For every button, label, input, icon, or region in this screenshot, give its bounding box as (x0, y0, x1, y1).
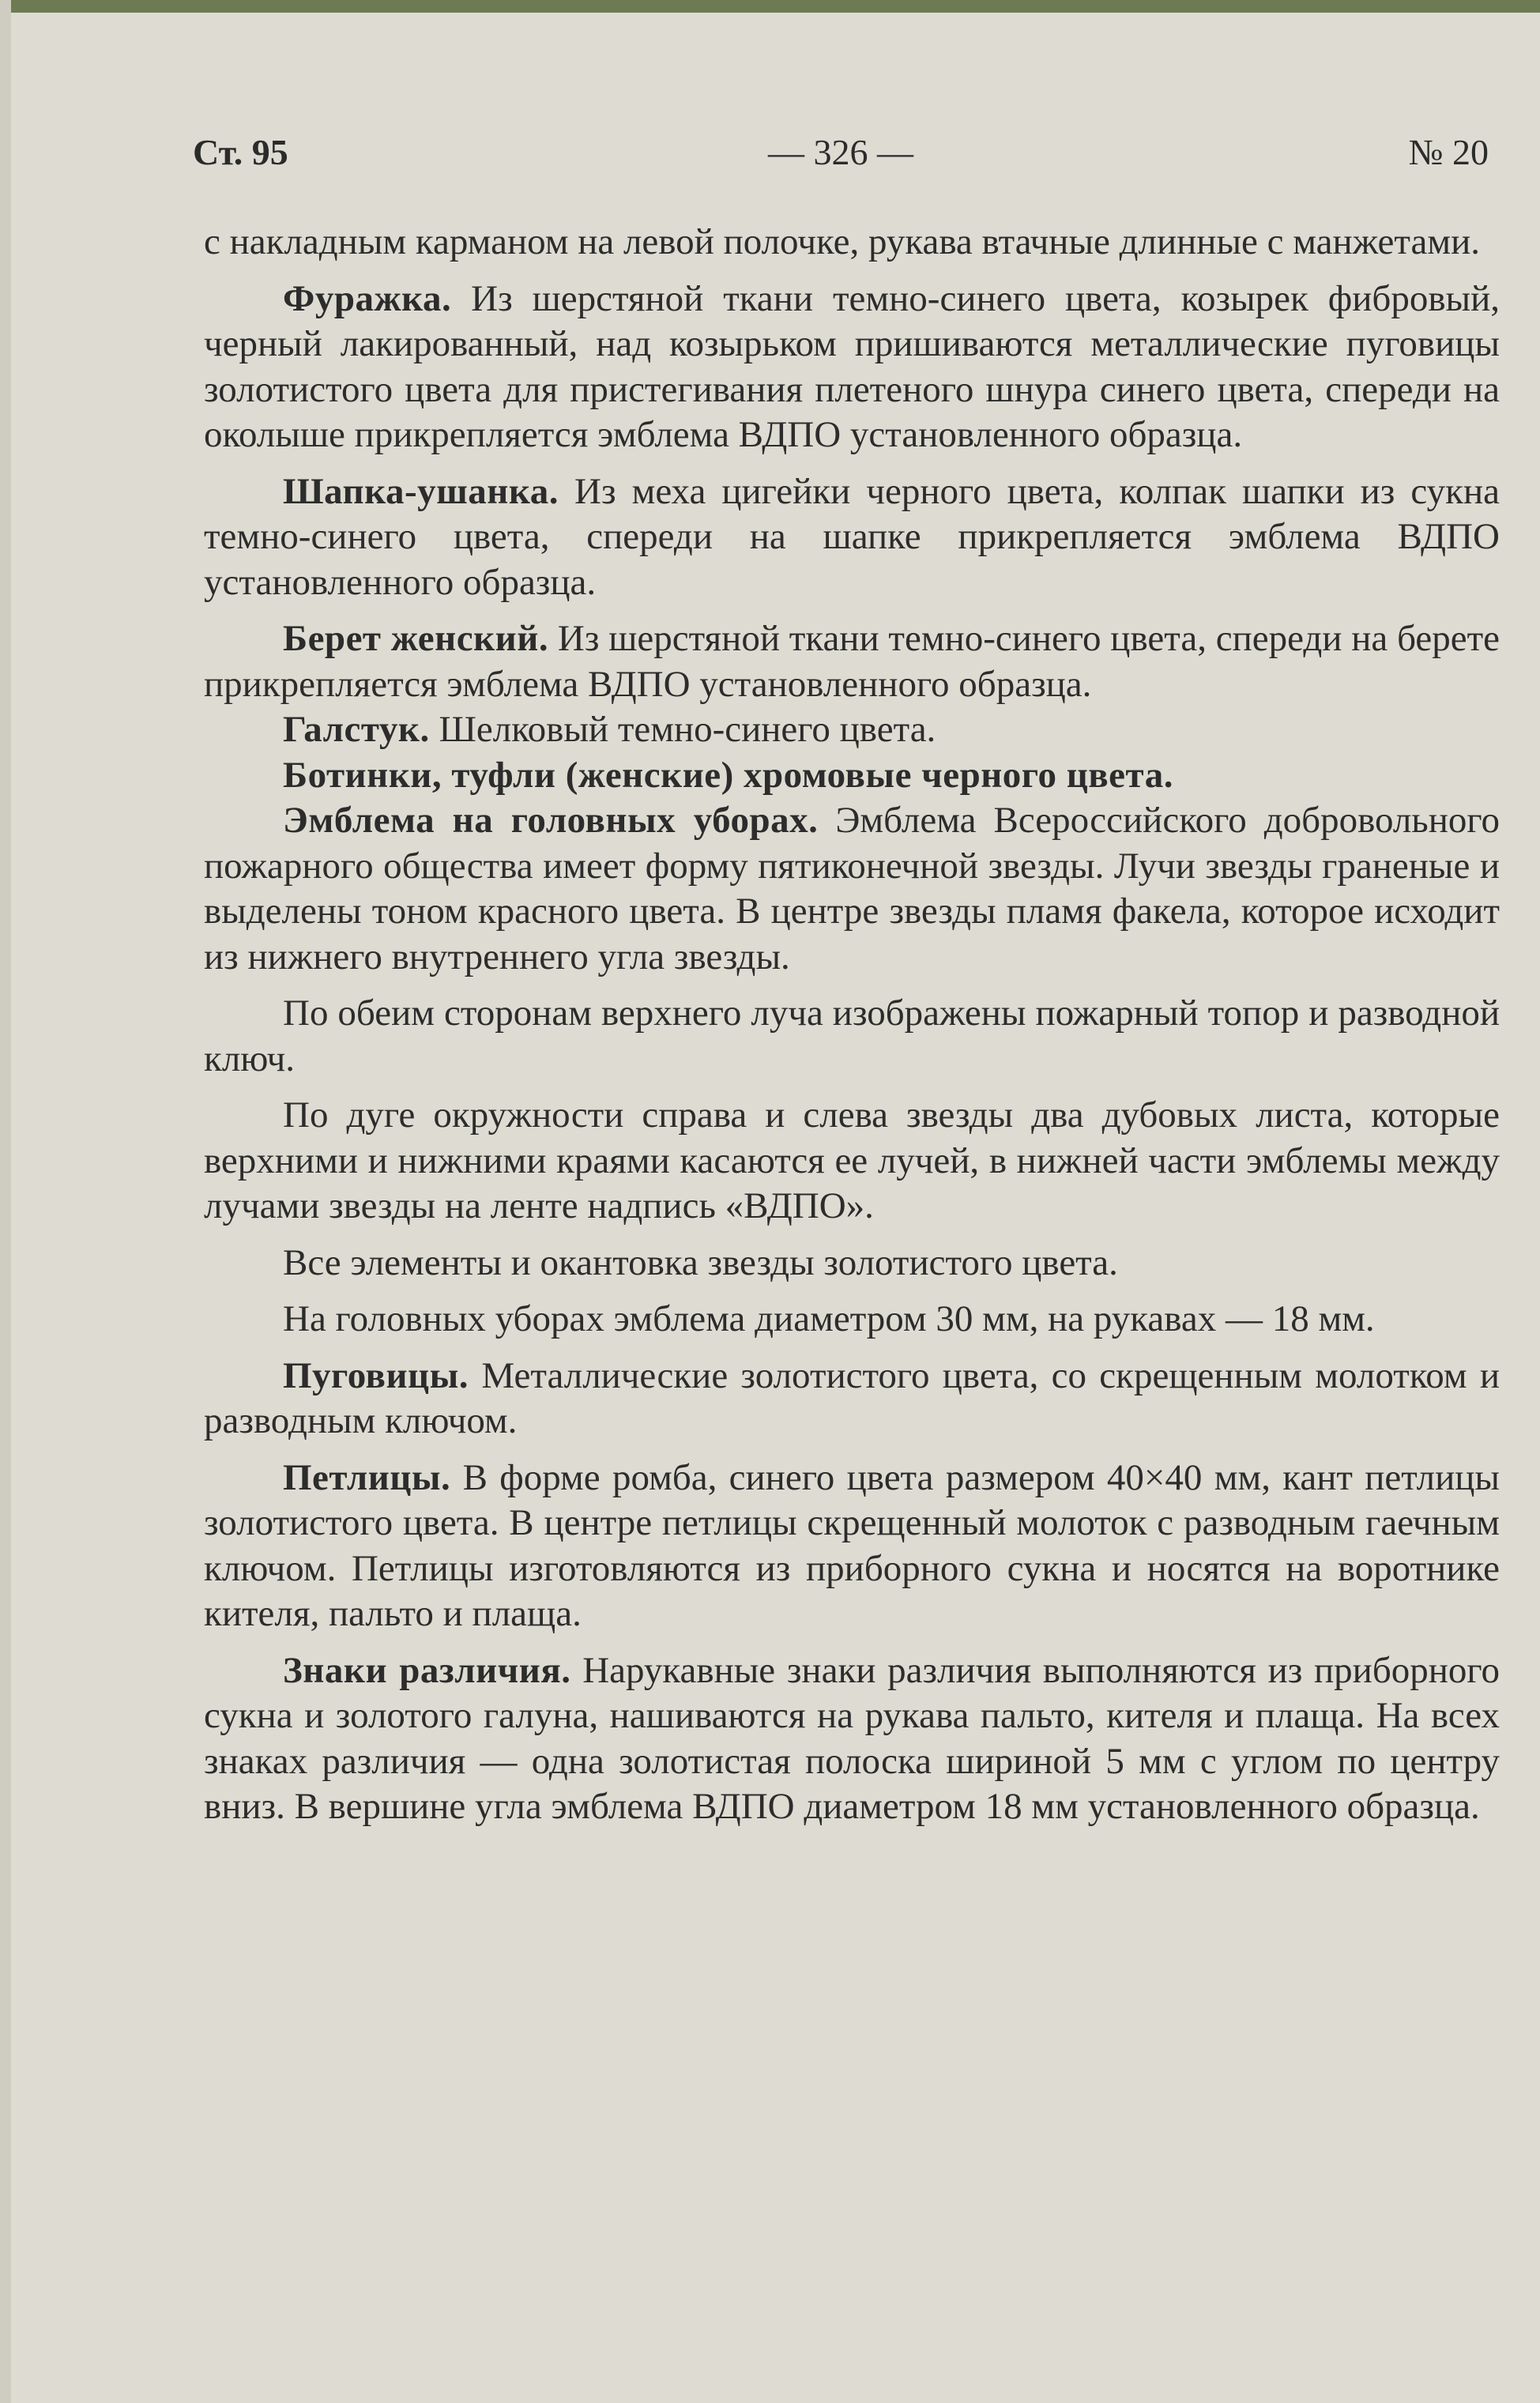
document-number: № 20 (1408, 132, 1489, 172)
page-number: — 326 — (768, 132, 913, 172)
scan-left-edge (0, 0, 11, 2403)
paragraph-emblem-color (204, 1241, 1500, 1286)
paragraph-heading: Берет женский. (283, 618, 549, 659)
paragraph-heading: Петлицы. (283, 1456, 451, 1498)
paragraph-beret (204, 616, 1500, 707)
paragraph-text: Шелковый темно-синего цвета. (429, 709, 936, 750)
paragraph-text: По обеим сторонам верхнего луча изображены пожарный топор и разводной ключ. (204, 992, 1500, 1079)
paragraph-continuation (204, 220, 1500, 266)
paragraph-text: Из шерстяной ткани темно-синего цвета, спереди на берете прикрепляется эмблема ВДПО установленного образца. (204, 618, 1500, 705)
paragraph-buttons (204, 1354, 1500, 1444)
paragraph-text: с накладным карманом на левой полочке, рукава втачные длинные с манжетами. (204, 221, 1481, 262)
body-text (204, 220, 1500, 1830)
page-header (193, 131, 1489, 186)
paragraph-emblem (204, 798, 1500, 980)
paragraph-text: По дуге окружности справа и слева звезды два дубовых листа, которые верхними и нижними краями касаются ее лучей, в нижней части эмблемы между лучами звезды на ленте надпись «ВДПО». (204, 1094, 1500, 1226)
paragraph-text: В форме ромба, синего цвета размером 40×40 мм, кант петлицы золотистого цвета. В центре петлицы скрещенный молоток с разводным гаечным ключом. Петлицы изготовляются из приборного сукна и носятся на воротнике кителя, пальто и плаща. (204, 1456, 1500, 1634)
paragraph-heading: Ботинки, туфли (женские) хромовые черного цвета. (283, 754, 1173, 796)
paragraph-text: На головных уборах эмблема диаметром 30 мм, на рукавах — 18 мм. (283, 1298, 1375, 1339)
paragraph-text: Металлические золотистого цвета, со скрещенным молотком и разводным ключом. (204, 1354, 1500, 1441)
paragraph-heading: Шапка-ушанка. (283, 470, 559, 512)
paragraph-emblem-size (204, 1297, 1500, 1343)
paragraph-collar-tabs (204, 1456, 1500, 1637)
paragraph-text: Из меха цигейки черного цвета, колпак шапки из сукна темно-синего цвета, спереди на шапке прикрепляется эмблема ВДПО установленного образца. (204, 470, 1500, 603)
article-number: Ст. 95 (193, 132, 288, 172)
paragraph-emblem-leaves (204, 1093, 1500, 1230)
paragraph-heading: Пуговицы. (283, 1354, 469, 1396)
document-page (11, 13, 1540, 2403)
paragraph-text: Все элементы и окантовка звезды золотистого цвета. (283, 1241, 1118, 1283)
paragraph-text: Эмблема Всероссийского добровольного пожарного общества имеет форму пятиконечной звезды. Лучи звезды граненые и выделены тоном красного цвета. В центре звезды пламя факела, которое исходит из нижнего внутреннего угла звезды. (204, 800, 1500, 977)
paragraph-emblem-axe (204, 991, 1500, 1082)
paragraph-heading: Галстук. (283, 709, 430, 750)
paragraph-cap (204, 277, 1500, 458)
paragraph-text: Нарукавные знаки различия выполняются из приборного сукна и золотого галуна, нашиваются на рукава пальто, кителя и плаща. На всех знаках различия — одна золотистая полоска шириной 5 мм с углом по центру вниз. В вершине угла эмблема ВДПО диаметром 18 мм установленного образца. (204, 1649, 1500, 1827)
paragraph-heading: Знаки различия. (283, 1649, 571, 1691)
paragraph-heading: Фуражка. (283, 277, 452, 319)
paragraph-text: Из шерстяной ткани темно-синего цвета, козырек фибровый, черный лакированный, над козырьком пришиваются металлические пуговицы золотистого цвета для пристегивания плетеного шнура синего цвета, спереди на околыше прикрепляется эмблема ВДПО установленного образца. (204, 277, 1500, 455)
paragraph-tie (204, 707, 1500, 753)
paragraph-heading: Эмблема на головных уборах. (283, 800, 819, 841)
paragraph-winter-hat (204, 469, 1500, 606)
scan-top-edge (0, 0, 1540, 13)
paragraph-shoes (204, 753, 1500, 799)
paragraph-insignia (204, 1648, 1500, 1830)
